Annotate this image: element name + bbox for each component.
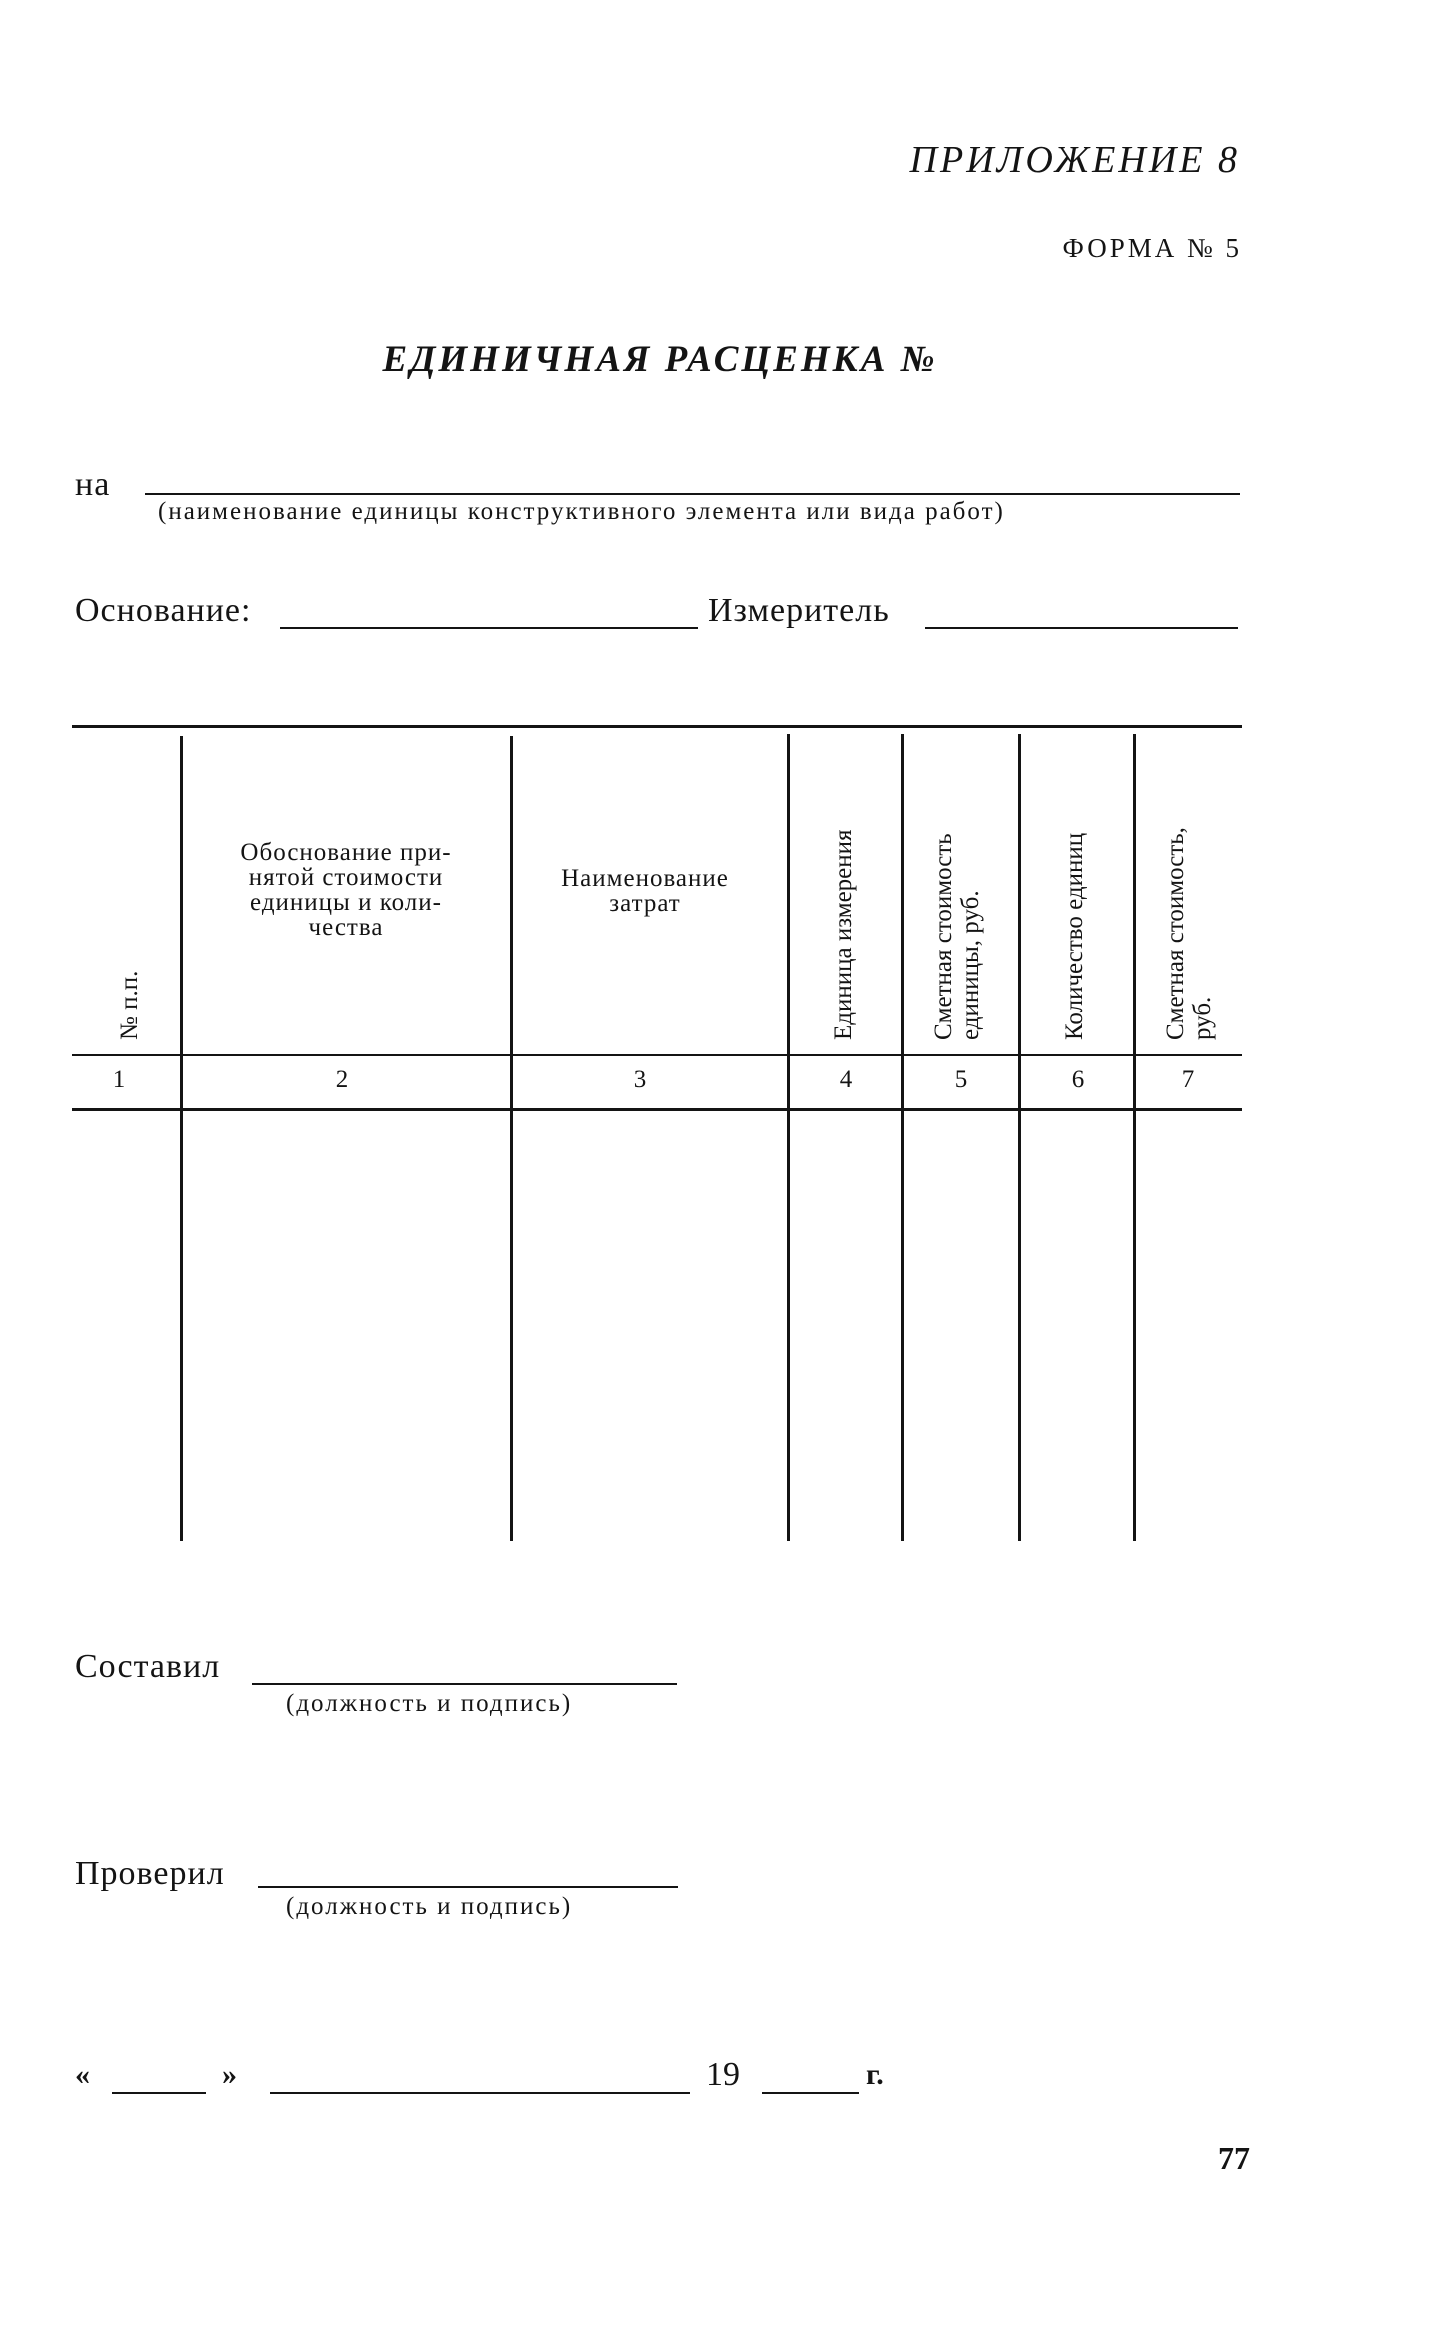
column-header-5: Сметная стоимость единицы, руб.	[930, 833, 984, 1040]
column-header-4: Единица измерения	[830, 829, 857, 1040]
date-open-quote: «	[75, 2058, 90, 2091]
compiled-by-input-line[interactable]	[252, 1683, 677, 1685]
column-header-1: № п.п.	[116, 970, 143, 1040]
page-number: 77	[1218, 2140, 1250, 2176]
date-year-prefix: 19	[706, 2056, 740, 2093]
column-header-3: Наименование затрат	[561, 865, 729, 917]
column-number-5: 5	[954, 1066, 968, 1093]
date-close-quote: »	[222, 2058, 237, 2091]
table-number-rule	[72, 1108, 1242, 1111]
date-year-line[interactable]	[762, 2092, 859, 2094]
table-top-rule	[72, 725, 1242, 728]
date-year-suffix: г.	[866, 2058, 884, 2091]
date-day-line[interactable]	[112, 2092, 206, 2094]
document-title: ЕДИНИЧНАЯ РАСЦЕНКА №	[382, 339, 938, 380]
compiled-by-label: Составил	[75, 1648, 221, 1685]
meter-input-line[interactable]	[925, 627, 1238, 629]
column-number-1: 1	[112, 1066, 126, 1093]
compiled-by-caption: (должность и подпись)	[286, 1690, 573, 1717]
checked-by-caption: (должность и подпись)	[286, 1893, 573, 1920]
column-number-3: 3	[633, 1066, 647, 1093]
column-header-2: Обоснование при- нятой стоимости единицы и коли- чества	[240, 839, 452, 941]
column-number-2: 2	[335, 1066, 349, 1093]
subject-caption: (наименование единицы конструктивного элемента или вида работ)	[158, 498, 1005, 525]
column-number-6: 6	[1071, 1066, 1085, 1093]
form-number: ФОРМА № 5	[1062, 233, 1242, 263]
table-body-area[interactable]	[183, 1112, 1233, 1540]
date-month-line[interactable]	[270, 2092, 690, 2094]
meter-label: Измеритель	[708, 592, 890, 629]
subject-input-line[interactable]	[145, 493, 1240, 495]
column-header-6: Количество единиц	[1061, 832, 1088, 1040]
checked-by-label: Проверил	[75, 1855, 225, 1892]
column-header-7: Сметная стоимость, руб.	[1162, 827, 1216, 1040]
basis-input-line[interactable]	[280, 627, 698, 629]
column-number-7: 7	[1181, 1066, 1195, 1093]
subject-prefix: на	[75, 466, 111, 503]
basis-label: Основание:	[75, 592, 252, 629]
checked-by-input-line[interactable]	[258, 1886, 678, 1888]
appendix-label: ПРИЛОЖЕНИЕ 8	[909, 139, 1240, 181]
column-number-4: 4	[839, 1066, 853, 1093]
table-header-rule	[72, 1054, 1242, 1056]
